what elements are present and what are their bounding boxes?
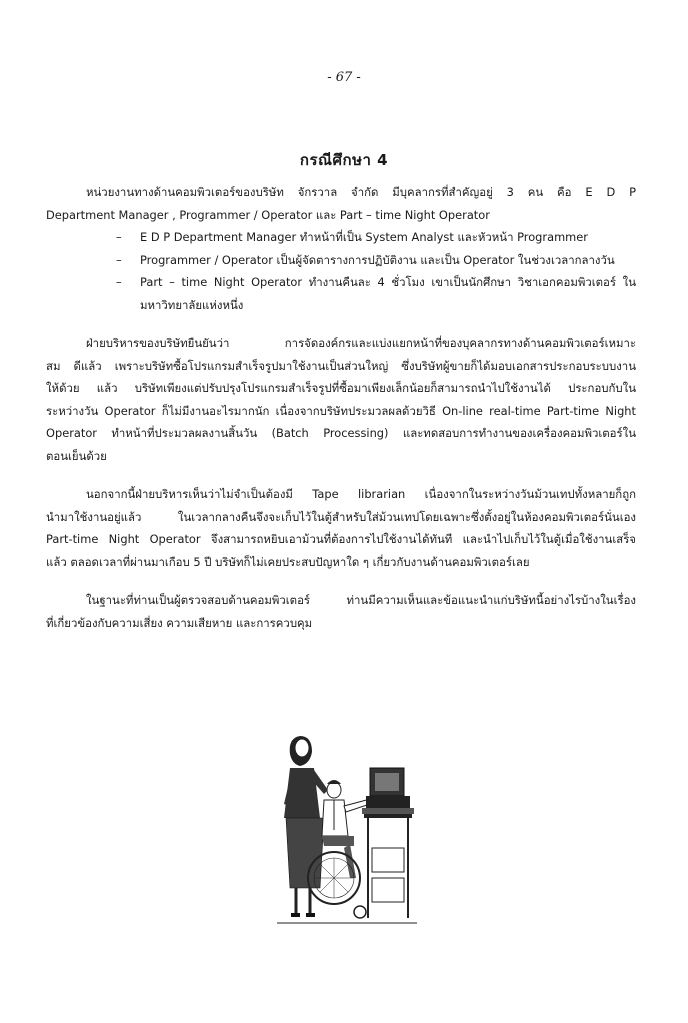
paragraph-line: ในฐานะที่ท่านเป็นผู้ตรวจสอบด้านคอมพิวเตอร์ ท่านมีความเห็นและข้อแนะนำแก่บริษัทนี้อย่างไรบ้างในเรื่อง [86, 593, 636, 607]
paragraph-line: สม ดีแล้ว เพราะบริษัทซื้อโปรแกรมสำเร็จรูปมาใช้งานเป็นส่วนใหญ่ ซึ่งบริษัทผู้ขายก็ได้มอบเอกสารประกอบระบบงาน [46, 358, 636, 373]
bullet-continuation: มหาวิทยาลัยแห่งหนึ่ง [140, 297, 244, 312]
bullet-item [46, 271, 636, 294]
bullet-text: Part – time Night Operator ทำงานคืนละ 4 ชั่วโมง เขาเป็นนักศึกษา วิชาเอกคอมพิวเตอร์ ใน [140, 275, 636, 289]
bullet-dash: – [116, 252, 122, 267]
page-number: - 67 - [327, 70, 361, 85]
bullet-item [46, 226, 636, 249]
paragraph-line: ฝ่ายบริหารของบริษัทยืนยันว่า การจัดองค์กรและแบ่งแยกหน้าที่ของบุคลากรทางด้านคอมพิวเตอร์เหมาะ [86, 336, 636, 350]
case-study-title: กรณีศึกษา 4 [299, 151, 389, 169]
paragraph-line: ให้ด้วย แล้ว บริษัทเพียงแต่ปรับปรุงโปรแกรมสำเร็จรูปที่ซื้อมาเพียงเล็กน้อยก็สามารถนำไปใช้งานได้ ประกอบกับใน [46, 381, 636, 395]
paragraph-line: นอกจากนี้ฝ่ายบริหารเห็นว่าไม่จำเป็นต้องมี Tape librarian เนื่องจากในระหว่างวันม้วนเทปทั้งหลายก็ถูก [86, 487, 636, 501]
paragraph-line: Part-time Night Operator จึงสามารถหยิบเอาม้วนที่ต้องการไปใช้งานได้ทันที และนำไปเก็บไว้ในตู้เมื่อใช้งานเสร็จ [46, 532, 636, 546]
paragraph-line: Operator ทำหน้าที่ประมวลผลงานสิ้นวัน (Batch Processing) และทดสอบการทำงานของเครื่องคอมพิวเตอร์ใน [46, 426, 636, 440]
document-body [46, 181, 636, 634]
bullet-text: Programmer / Operator เป็นผู้จัดตารางการปฏิบัติงาน และเป็น Operator ในช่วงเวลากลางวัน [140, 252, 615, 267]
woman-figure [284, 736, 328, 917]
paragraph-line: ที่เกี่ยวข้องกับความเสี่ยง ความเสียหาย และการควบคุม [46, 615, 313, 630]
computer-desk [362, 768, 414, 918]
bullet-item [46, 249, 636, 272]
bullet-dash: – [116, 275, 122, 289]
intro-line: Department Manager , Programmer / Operator และ Part – time Night Operator [46, 207, 490, 222]
intro-line: หน่วยงานทางด้านคอมพิวเตอร์ของบริษัท จักรวาล จำกัด มีบุคลากรที่สำคัญอยู่ 3 คน คือ E D P [86, 185, 636, 199]
paragraph-line: ระหว่างวัน Operator ก็ไม่มีงานอะไรมากนัก เนื่องจากบริษัทประมวลผลด้วยวิธี On-line real-time Part-time Night [46, 403, 636, 418]
bullet-dash: – [116, 230, 122, 244]
paragraph-line: แล้ว ตลอดเวลาที่ผ่านมาเกือบ 5 ปี บริษัทก็ไม่เคยประสบปัญหาใด ๆ เกี่ยวกับงานด้านคอมพิวเตอร์เลย [46, 554, 530, 569]
office-illustration [272, 718, 422, 928]
paragraph-line: ตอนเย็นด้วย [46, 448, 107, 463]
paragraph-line: นำมาใช้งานอยู่แล้ว ในเวลากลางคืนจึงจะเก็บไว้ในตู้สำหรับใส่ม้วนเทปโดยเฉพาะซึ่งตั้งอยู่ในห้องคอมพิวเตอร์นั่นเอง [46, 509, 636, 524]
bullet-text: E D P Department Manager ทำหน้าที่เป็น System Analyst และหัวหน้า Programmer [140, 230, 588, 244]
